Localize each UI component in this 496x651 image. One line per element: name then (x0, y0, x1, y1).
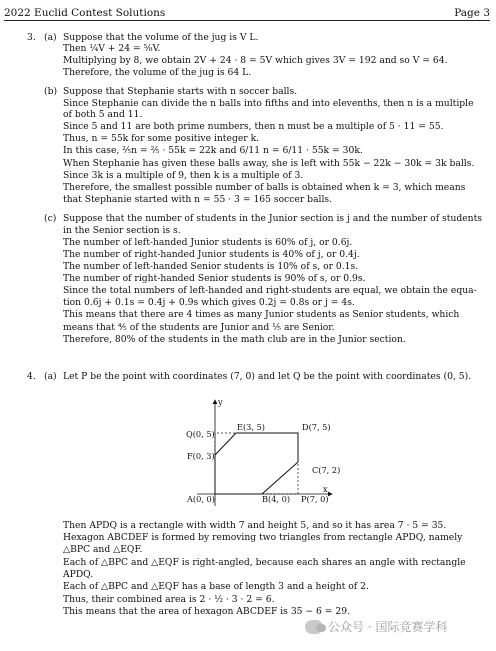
y-axis-label: y (218, 397, 223, 407)
q3b-line: Suppose that Stephanie starts with n soccer balls. (63, 86, 298, 97)
q3b-label: (b) (44, 86, 58, 97)
q3b-line: of both 5 and 11. (63, 109, 143, 120)
q3b-line: Thus, n = 55k for some positive integer k. (63, 133, 260, 144)
point-p-label: P(7, 0) (301, 494, 329, 504)
q4a-line: Hexagon ABCDEF is formed by removing two triangles from rectangle APDQ, namely (63, 532, 463, 543)
q4a-line: APDQ. (63, 569, 94, 580)
q3a-line: Then ¼V + 24 = ⅝V. (63, 43, 161, 54)
point-c-label: C(7, 2) (312, 465, 341, 475)
q4a-intro: Let P be the point with coordinates (7, 0) and let Q be the point with coordinates (0, 5). (63, 371, 472, 382)
point-f-label: F(0, 3) (187, 451, 215, 461)
q4a-line: Each of △BPC and △EQF has a base of length 3 and a height of 2. (63, 581, 369, 592)
q3a-line: Multiplying by 8, we obtain 2V + 24 · 8 = 5V which gives 3V = 192 and so V = 64. (63, 55, 448, 66)
x-axis-label: x (323, 484, 328, 494)
q3b-line: In this case, ⅖n = ⅖ · 55k = 22k and 6/11 n = 6/11 · 55k = 30k. (63, 145, 363, 156)
q3c-line: means that ⅘ of the students are Junior and ⅕ are Senior. (63, 322, 335, 333)
q4a-label: (a) (44, 371, 57, 382)
wechat-icon (305, 620, 323, 634)
header-title: 2022 Euclid Contest Solutions (4, 7, 166, 19)
point-e-label: E(3, 5) (237, 422, 265, 432)
q3c-line: The number of left-handed Senior students is 10% of s, or 0.1s. (63, 261, 359, 272)
hexagon-diagram (160, 388, 360, 512)
question-3-number: 3. (27, 32, 36, 43)
point-d-label: D(7, 5) (302, 422, 331, 432)
header-page-number: Page 3 (454, 7, 490, 19)
q3a-line: Therefore, the volume of the jug is 64 L. (63, 67, 252, 78)
page-header (4, 4, 490, 21)
q4a-line: Then APDQ is a rectangle with width 7 and height 5, and so it has area 7 · 5 = 35. (63, 520, 447, 531)
hexagon-abcdef (215, 433, 298, 494)
q3b-line: Since Stephanie can divide the n balls into fifths and into elevenths, then n is a multiple (63, 98, 474, 109)
q3b-line: When Stephanie has given these balls away, she is left with 55k − 22k − 30k = 3k balls. (63, 158, 475, 169)
q3b-line: Since 5 and 11 are both prime numbers, then n must be a multiple of 5 · 11 = 55. (63, 121, 444, 132)
q3c-line: Since the total numbers of left-handed and right-students are equal, we obtain the equa- (63, 285, 477, 296)
question-4-number: 4. (27, 371, 36, 382)
point-a-label: A(0, 0) (187, 494, 215, 504)
q3c-label: (c) (44, 213, 57, 224)
watermark-text: 公众号 · 国际竞赛学科 (328, 620, 448, 634)
q3c-line: in the Senior section is s. (63, 225, 181, 236)
q3c-line: The number of right-handed Senior students is 90% of s, or 0.9s. (63, 273, 366, 284)
q3c-line: The number of right-handed Junior students is 40% of j, or 0.4j. (63, 249, 360, 260)
q3a-label: (a) (44, 32, 57, 43)
q3a-line: Suppose that the volume of the jug is V L. (63, 32, 259, 43)
q3b-line: that Stephanie started with n = 55 · 3 = 165 soccer balls. (63, 194, 333, 205)
q4a-line: This means that the area of hexagon ABCDEF is 35 − 6 = 29. (63, 606, 351, 617)
q4a-line: Each of △BPC and △EQF is right-angled, because each shares an angle with rectangle (63, 557, 466, 568)
q3c-line: Suppose that the number of students in the Junior section is j and the number of students (63, 213, 483, 224)
q3c-line: The number of left-handed Junior students is 60% of j, or 0.6j. (63, 237, 353, 248)
q3c-line: This means that there are 4 times as many Junior students as Senior students, which (63, 309, 460, 320)
point-b-label: B(4, 0) (262, 494, 291, 504)
watermark (305, 618, 447, 635)
q4a-line: Thus, their combined area is 2 · ½ · 3 · 2 = 6. (63, 594, 275, 605)
q3c-line: tion 0.6j + 0.1s = 0.4j + 0.9s which gives 0.2j = 0.8s or j = 4s. (63, 297, 355, 308)
q3c-line: Therefore, 80% of the students in the math club are in the Junior section. (63, 334, 406, 345)
point-q-label: Q(0, 5) (186, 429, 215, 439)
q3b-line: Since 3k is a multiple of 9, then k is a multiple of 3. (63, 170, 304, 181)
q4a-line: △BPC and △EQF. (63, 544, 143, 555)
q3b-line: Therefore, the smallest possible number of balls is obtained when k = 3, which means (63, 182, 466, 193)
